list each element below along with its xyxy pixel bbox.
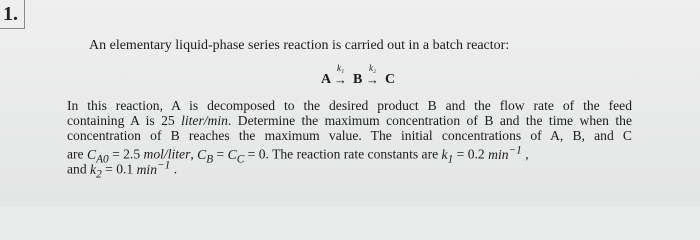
and-text: and [67,161,91,177]
k1-letter: k [441,146,448,162]
k2-symbol [90,161,102,181]
cc-subscript: C [236,153,245,166]
k1-symbol [441,146,454,166]
concentration-unit: mol/liter [143,146,191,162]
rate-label-k2: k₂ [369,63,377,73]
k1-subscript: 1 [447,153,454,166]
feed-rate-text: containing A is 25 [67,113,182,128]
flow-rate-unit: liter/min [181,113,228,128]
are-text: are [67,146,87,162]
final-period: . [170,161,178,177]
cb-symbol [197,146,214,166]
ca0-subscript: A0 [96,153,109,166]
species-a: A [321,72,332,87]
species-b: B [353,72,363,87]
k2-letter: k [90,161,97,177]
trailing-comma: , [521,146,529,162]
k1-value: = 0.2 [453,146,489,162]
rate-constants-text: = 0. The reaction rate constants are [244,146,442,162]
paragraph-line-2 [67,113,632,128]
problem-paragraph [67,98,632,181]
ca0-value: = 2.5 [108,146,144,162]
intro-sentence: An elementary liquid-phase series reaction is carried out in a batch reactor: [89,38,510,53]
k2-value: = 0.1 [101,161,137,177]
k1-unit-text: min [488,146,509,162]
question-number: 1. [0,0,25,29]
k2-unit-text: min [136,161,157,177]
ca0-letter: C [87,146,97,162]
task-text: . Determine the maximum concentration of B and the time when the [227,113,632,128]
k2-subscript: 2 [96,168,102,181]
k1-unit-exponent: −1 [508,144,522,156]
cc-symbol [227,146,245,166]
cc-letter: C [227,146,237,162]
reaction-arrow-2: → [366,72,379,87]
paragraph-line-1: In this reaction, A is decomposed to the desired product B and the flow rate of the feed [67,98,632,113]
reaction-arrow-1: → [334,72,347,87]
species-c: C [385,72,396,87]
comma-text: , [190,146,198,162]
paragraph-line-4 [67,143,632,166]
equals-text: = [213,146,228,162]
reaction-equation [321,62,411,90]
rate-label-k1: k₁ [337,63,345,73]
k2-unit [136,159,171,177]
k1-unit [488,144,522,162]
cb-subscript: B [206,153,214,166]
k2-unit-exponent: −1 [157,159,171,171]
cb-letter: C [197,146,207,162]
paragraph-line-3: concentration of B reaches the maximum value. The initial concentrations of A, B, and C [67,128,632,143]
